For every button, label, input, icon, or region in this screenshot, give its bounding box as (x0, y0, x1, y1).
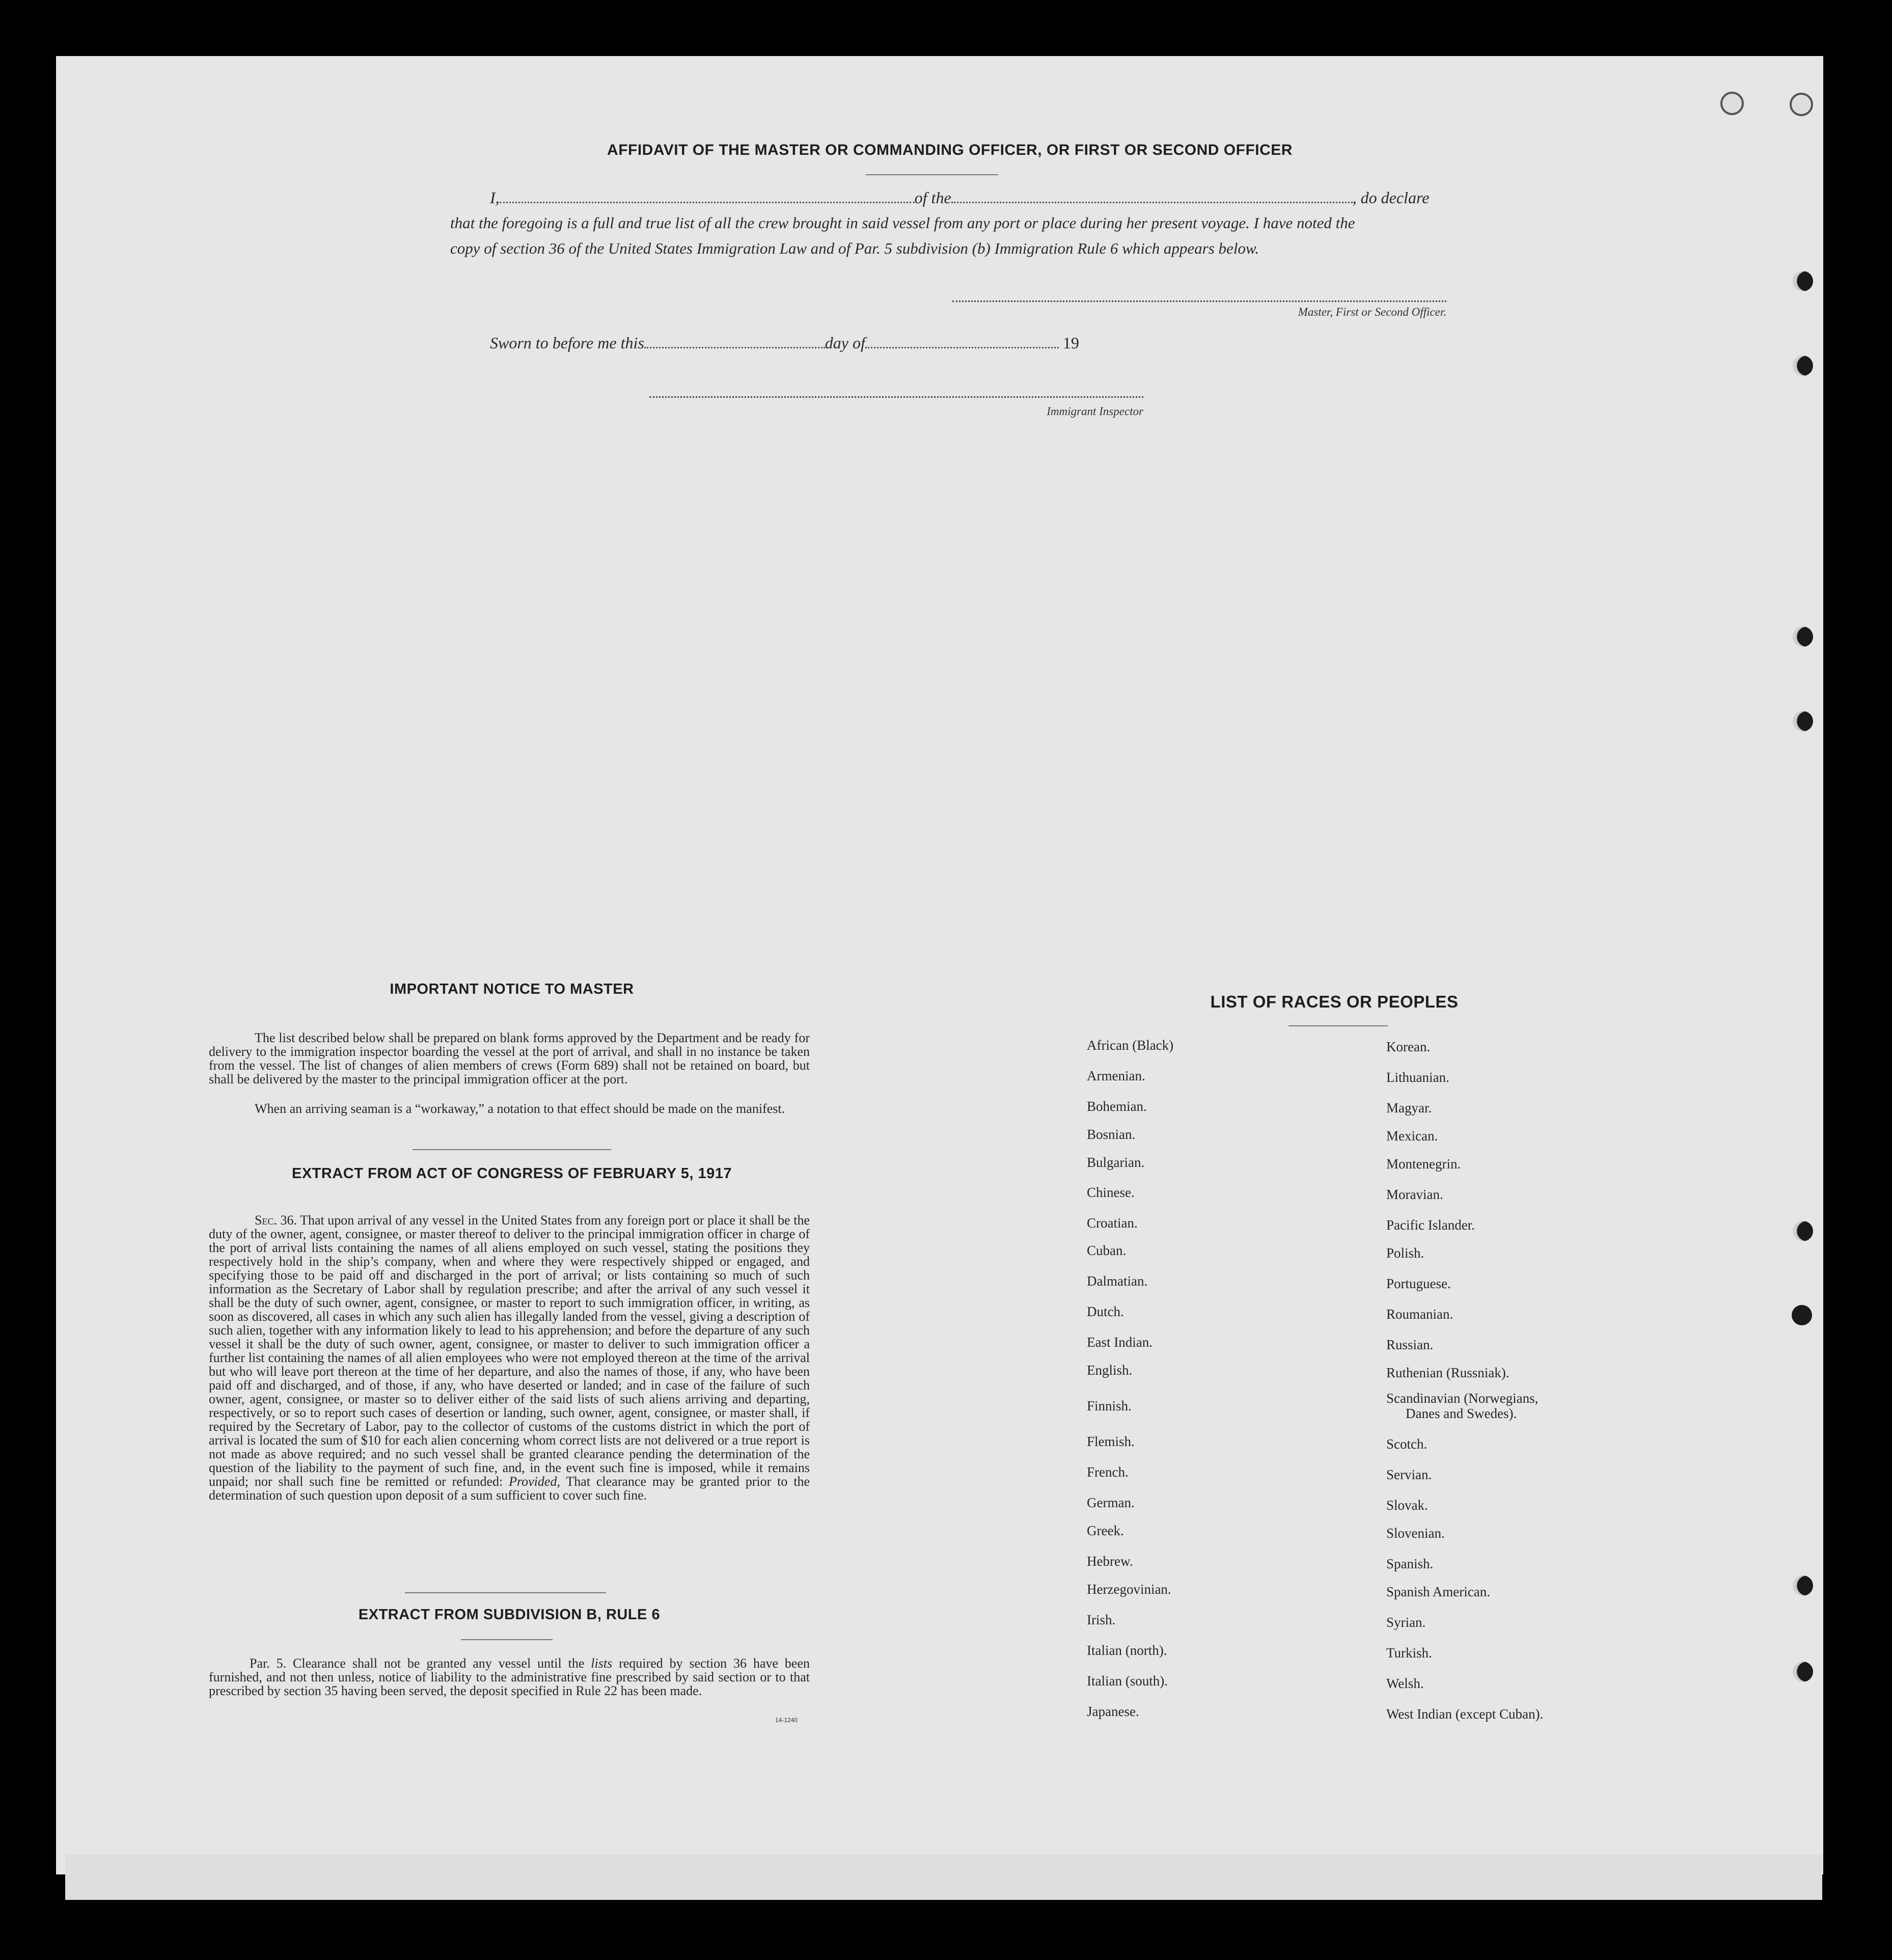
provided-word: Provided, (509, 1474, 560, 1489)
binder-ring-right (1790, 93, 1813, 116)
inspector-caption: Immigrant Inspector (1047, 405, 1143, 418)
notice-title: IMPORTANT NOTICE TO MASTER (390, 981, 634, 997)
document-sheet (56, 56, 1823, 1874)
races-title: LIST OF RACES OR PEOPLES (1210, 992, 1459, 1011)
race-item: Russian. (1386, 1337, 1434, 1352)
race-item: Servian. (1386, 1467, 1432, 1482)
race-item: Finnish. (1087, 1398, 1132, 1413)
punch-hole-1 (1793, 271, 1813, 291)
sworn-day-of-label: day of (825, 334, 865, 352)
race-item: Slovenian. (1386, 1526, 1445, 1541)
affidavit-title-rule (866, 174, 998, 175)
race-item: African (Black) (1087, 1038, 1174, 1053)
race-item: Scandinavian (Norwegians, (1386, 1391, 1539, 1406)
race-item: French. (1087, 1464, 1129, 1480)
punch-hole-5 (1793, 1221, 1813, 1241)
race-item: Irish. (1087, 1612, 1116, 1627)
notice-divider (413, 1149, 611, 1150)
race-item: Croatian. (1087, 1215, 1138, 1231)
race-item: Turkish. (1386, 1645, 1432, 1660)
race-item: Bulgarian. (1087, 1155, 1145, 1170)
race-item: Slovak. (1386, 1498, 1428, 1513)
race-item: Armenian. (1087, 1068, 1145, 1083)
race-item: Polish. (1386, 1245, 1424, 1261)
vessel-name-field[interactable] (951, 202, 1353, 203)
punch-hole-8 (1793, 1662, 1813, 1682)
section-label: Sec. 36. (255, 1213, 297, 1228)
par-5-text-end: required by section 36 have been furnished, and not then unless, notice of liability to the administrative fine prescribed by said section or to that prescribed by section 35 having been served, the deposit specified in Rule 22 has been made. (209, 1656, 810, 1698)
races-title-rule (1288, 1025, 1388, 1026)
race-item: Flemish. (1087, 1434, 1135, 1449)
master-name-field[interactable] (500, 202, 915, 203)
race-item: Spanish. (1386, 1556, 1434, 1571)
form-number: 14-1240 (775, 1717, 798, 1724)
notice-paragraph-2: When an arriving seaman is a “workaway,” a notation to that effect should be made on the manifest. (255, 1101, 785, 1116)
inspector-signature-line[interactable] (649, 396, 1143, 398)
race-item: Roumanian. (1386, 1306, 1454, 1322)
officer-signature-line[interactable] (952, 301, 1446, 302)
race-item: Lithuanian. (1386, 1070, 1449, 1085)
race-item: Moravian. (1386, 1187, 1443, 1202)
race-item: Italian (north). (1087, 1643, 1167, 1658)
punch-hole-2 (1793, 356, 1813, 376)
race-item: Italian (south). (1087, 1673, 1168, 1689)
punch-hole-4 (1793, 711, 1813, 731)
officer-caption: Master, First or Second Officer. (1298, 306, 1446, 318)
race-item: Greek. (1087, 1523, 1124, 1538)
race-item: Korean. (1386, 1039, 1431, 1054)
sworn-line (490, 334, 1101, 352)
punch-hole-7 (1793, 1575, 1813, 1596)
race-item: English. (1087, 1363, 1133, 1378)
extract-act-body (209, 1213, 810, 1502)
race-item-continuation: Danes and Swedes). (1406, 1406, 1517, 1421)
extract-rule-body (209, 1656, 810, 1698)
par-5-text: Par. 5. Clearance shall not be granted any vessel until the (250, 1656, 585, 1671)
affidavit-of-the-label: of the (914, 188, 951, 207)
sworn-month-field[interactable] (865, 347, 1059, 348)
affidavit-i-label: I, (490, 188, 500, 207)
affidavit-line-2: that the foregoing is a full and true list of all the crew brought in said vessel from any port or place during her present voyage. I have noted the (450, 214, 1355, 232)
race-item: Ruthenian (Russniak). (1386, 1365, 1510, 1380)
race-item: Welsh. (1386, 1676, 1424, 1691)
punch-hole-6 (1792, 1305, 1812, 1325)
extract-rule-title-rule (461, 1639, 553, 1640)
notice-paragraph-1: The list described below shall be prepared on blank forms approved by the Department and be ready for delivery to the immigration inspector boarding the vessel at the port of arrival, and shall in no instance be taken from the vessel. The list of changes of alien members of crews (Form 689) shall not be retained on board, but shall be delivered by the master to the principal immigration officer at the port. (209, 1030, 810, 1086)
extract-rule-title: EXTRACT FROM SUBDIVISION B, RULE 6 (358, 1607, 661, 1623)
extract-divider (405, 1592, 606, 1593)
race-item: Herzegovinian. (1087, 1582, 1171, 1597)
race-item: Syrian. (1386, 1615, 1426, 1630)
race-item: Dalmatian. (1087, 1273, 1148, 1289)
punch-hole-3 (1793, 627, 1813, 647)
sworn-prefix: Sworn to before me this (490, 334, 644, 352)
affidavit-line-3: copy of section 36 of the United States Immigration Law and of Par. 5 subdivision (b) Immigration Rule 6 which appears below. (450, 239, 1259, 257)
lists-word: lists (591, 1656, 613, 1671)
race-item: West Indian (except Cuban). (1386, 1706, 1544, 1722)
sworn-year-label: 19 (1062, 334, 1079, 352)
race-item: German. (1087, 1495, 1135, 1510)
race-item: Magyar. (1386, 1100, 1432, 1115)
race-item: Montenegrin. (1386, 1156, 1461, 1172)
affidavit-line-1 (490, 188, 1448, 207)
race-item: East Indian. (1087, 1335, 1153, 1350)
race-item: Hebrew. (1087, 1554, 1133, 1569)
race-item: Bosnian. (1087, 1127, 1136, 1142)
race-item: Japanese. (1087, 1704, 1139, 1719)
race-item: Bohemian. (1087, 1099, 1147, 1114)
race-item: Mexican. (1386, 1128, 1438, 1144)
race-item: Cuban. (1087, 1243, 1127, 1258)
race-item: Scotch. (1386, 1436, 1428, 1452)
section-36-text-end: That clearance may be granted prior to the determination of such question upon deposit of a sum sufficient to cover such fine. (209, 1474, 810, 1503)
sheet-bottom-edge (65, 1854, 1822, 1900)
binder-ring-left (1720, 92, 1744, 115)
extract-act-title: EXTRACT FROM ACT OF CONGRESS OF FEBRUARY 5, 1917 (291, 1165, 732, 1182)
race-item: Spanish American. (1386, 1584, 1490, 1599)
affidavit-declare-label: , do declare (1352, 188, 1430, 207)
race-item: Chinese. (1087, 1185, 1135, 1200)
section-36-text: That upon arrival of any vessel in the United States from any foreign port or place it shall be the duty of the owner, agent, consignee, or master thereof to deliver to the principal immigration officer in charge of the port of arrival lists containing the names of all aliens employed on such vessel, stating the positions they respectively hold in the ship’s company, when and where they were respectively shipped or engaged, and specifying those to be paid off and discharged in the port of arrival; or lists containing so much of such information as the Secretary of Labor shall by regulation prescribe; and after the arrival of any such vessel it shall be the duty of such owner, agent, consignee, or master to report to such immigration officer, in writing, as soon as discovered, all cases in which any such alien has illegally landed from the vessel, giving a description of such alien, together with any information likely to lead to his apprehension; and before the departure of any such vessel it shall be the duty of such owner, agent, consignee, or master to deliver to such immigration officer a further list containing the names of all alien employees who were not employed thereon at the time of the arrival but who will leave port thereon at the time of her departure, and also the names of those, if any, who have been paid off and discharged, and of those, if any, who have deserted or landed; and in case of the failure of such owner, agent, consignee, or master so to deliver either of the said lists of such aliens arriving and departing, respectively, or so to report such cases of desertion or landing, such owner, agent, consignee, or master shall, if required by the Secretary of Labor, pay to the collector of customs of the customs district in which the port of arrival is located the sum of $10 for each alien concerning whom correct lists are not delivered or a true report is not made as above required; and no such vessel shall be granted clearance pending the determination of the question of the liability to the payment of such fine, and, in the event such fine is imposed, while it remains unpaid; nor shall such fine be remitted or refunded: (209, 1213, 810, 1489)
race-item: Dutch. (1087, 1304, 1124, 1319)
sworn-day-field[interactable] (644, 347, 825, 348)
race-item: Portuguese. (1386, 1276, 1451, 1291)
race-item: Pacific Islander. (1386, 1217, 1475, 1233)
affidavit-title: AFFIDAVIT OF THE MASTER OR COMMANDING OFFICER, OR FIRST OR SECOND OFFICER (607, 142, 1293, 158)
